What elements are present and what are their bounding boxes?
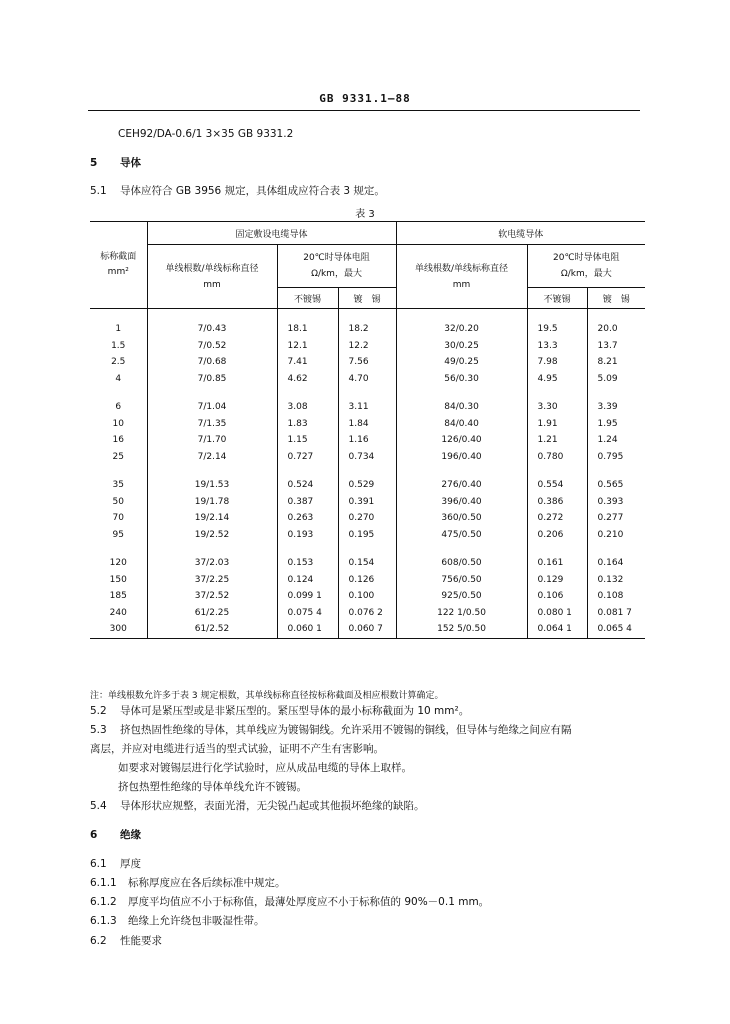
fixed-strand-cell: 61/2.25 <box>147 605 277 622</box>
nominal-area-cell: 240 <box>109 607 127 618</box>
spacer-cell <box>396 543 527 555</box>
head-fixed-strand-label: 单线根数/单线标称直径 <box>165 263 259 274</box>
flex-plain-resistance-cell: 0.554 <box>527 477 587 494</box>
flex-plain-resistance-cell: 0.206 <box>527 527 587 544</box>
table-row <box>90 588 645 605</box>
spacer-cell <box>396 387 527 399</box>
section-6-heading <box>90 827 141 842</box>
spacer-cell <box>396 309 527 322</box>
flex-plain-resistance-cell: 0.272 <box>527 510 587 527</box>
spacer-cell <box>587 465 645 477</box>
flex-strand-cell: 126/0.40 <box>396 432 527 449</box>
head-fixed-strand-unit: mm <box>203 279 221 290</box>
fixed-tinned-resistance-cell: 3.11 <box>338 399 396 416</box>
flex-plain-resistance-cell: 7.98 <box>527 354 587 371</box>
fixed-plain-resistance-cell: 18.1 <box>277 321 338 338</box>
fixed-strand-cell: 37/2.52 <box>147 588 277 605</box>
fixed-plain-resistance-cell: 4.62 <box>277 371 338 388</box>
spacer-cell <box>90 465 147 477</box>
fixed-strand-cell: 7/0.68 <box>147 354 277 371</box>
fixed-strand-cell: 37/2.25 <box>147 572 277 589</box>
table-row <box>90 555 645 572</box>
clause-5-4 <box>90 798 425 813</box>
clause-6-2 <box>90 933 162 948</box>
fixed-plain-resistance-cell: 0.124 <box>277 572 338 589</box>
table-row <box>90 510 645 527</box>
flex-strand-cell: 152 5/0.50 <box>396 621 527 638</box>
nominal-area-cell: 95 <box>112 529 124 540</box>
fixed-tinned-resistance-cell: 0.734 <box>338 449 396 466</box>
clause-text: 标称厚度应在各后续标准中规定。 <box>128 877 286 889</box>
fixed-plain-resistance-cell: 3.08 <box>277 399 338 416</box>
table-row <box>90 621 645 638</box>
fixed-tinned-resistance-cell: 0.100 <box>338 588 396 605</box>
table-body <box>90 309 645 639</box>
fixed-plain-resistance-cell: 0.263 <box>277 510 338 527</box>
nominal-area-cell: 6 <box>115 402 122 413</box>
clause-text: 厚度平均值应不小于标称值，最薄处厚度应不小于标称值的 90%－0.1 mm。 <box>128 896 490 908</box>
clause-5-3-sub-1: 如要求对镀锡层进行化学试验时，应从成品电缆的导体上取样。 <box>118 762 412 774</box>
nominal-area-cell: 1 <box>115 324 122 335</box>
head-nominal-area <box>90 222 147 309</box>
spacer-cell <box>338 543 396 555</box>
table-row <box>90 432 645 449</box>
clause-number: 6.1 <box>90 858 107 870</box>
fixed-strand-cell: 7/2.14 <box>147 449 277 466</box>
table-row <box>90 477 645 494</box>
clause-5-3-continued: 离层，并应对电缆进行适当的型式试验，证明不产生有害影响。 <box>90 743 384 755</box>
table-row <box>90 338 645 355</box>
fixed-tinned-resistance-cell: 4.70 <box>338 371 396 388</box>
fixed-plain-resistance-cell: 7.41 <box>277 354 338 371</box>
fixed-plain-resistance-cell: 0.153 <box>277 555 338 572</box>
nominal-area-cell: 120 <box>109 558 127 569</box>
spacer-cell <box>587 543 645 555</box>
fixed-plain-resistance-cell: 0.193 <box>277 527 338 544</box>
table-row <box>90 449 645 466</box>
clause-text: 导体形状应规整，表面光滑，无尖锐凸起或其他损坏绝缘的缺陷。 <box>120 800 425 812</box>
head-flex-tinned: 镀 锡 <box>587 288 645 309</box>
section-number: 5 <box>90 157 98 169</box>
nominal-area-cell: 70 <box>112 513 124 524</box>
spacer-cell <box>338 387 396 399</box>
flex-strand-cell: 122 1/0.50 <box>396 605 527 622</box>
flex-plain-resistance-cell: 13.3 <box>527 338 587 355</box>
clause-5-3-sub-2: 挤包热塑性绝缘的导体单线允许不镀锡。 <box>118 781 307 793</box>
fixed-strand-cell: 7/1.04 <box>147 399 277 416</box>
flex-tinned-resistance-cell: 0.132 <box>587 572 645 589</box>
flex-tinned-resistance-cell: 0.393 <box>587 494 645 511</box>
table-row <box>90 605 645 622</box>
clause-5-1 <box>90 183 385 198</box>
flex-strand-cell: 30/0.25 <box>396 338 527 355</box>
fixed-plain-resistance-cell: 1.83 <box>277 416 338 433</box>
flex-tinned-resistance-cell: 0.795 <box>587 449 645 466</box>
flex-tinned-resistance-cell: 0.108 <box>587 588 645 605</box>
clause-number: 5.1 <box>90 185 107 197</box>
nominal-area-cell: 25 <box>112 451 124 462</box>
section-title: 导体 <box>120 157 141 169</box>
fixed-plain-resistance-cell: 0.060 1 <box>277 621 338 638</box>
nominal-area-cell: 50 <box>112 496 124 507</box>
flex-tinned-resistance-cell: 0.065 4 <box>587 621 645 638</box>
table-row <box>90 416 645 433</box>
clause-6-1-1 <box>90 875 286 890</box>
head-fixed-group: 固定敷设电缆导体 <box>147 222 396 245</box>
clause-5-3 <box>90 722 572 737</box>
flex-plain-resistance-cell: 0.780 <box>527 449 587 466</box>
clause-6-1-2 <box>90 894 489 909</box>
group-spacer <box>90 465 645 477</box>
head-nominal-area-label: 标称截面 <box>100 252 137 262</box>
flex-tinned-resistance-cell: 1.24 <box>587 432 645 449</box>
clause-text: 性能要求 <box>120 935 162 947</box>
fixed-strand-cell: 61/2.52 <box>147 621 277 638</box>
flex-strand-cell: 196/0.40 <box>396 449 527 466</box>
head-flex-resistance <box>527 245 645 288</box>
clause-number: 6.1.1 <box>90 877 117 889</box>
flex-tinned-resistance-cell: 0.565 <box>587 477 645 494</box>
table-head-row-2 <box>90 245 645 288</box>
fixed-plain-resistance-cell: 0.524 <box>277 477 338 494</box>
spacer-cell <box>527 543 587 555</box>
nominal-area-cell: 10 <box>112 418 124 429</box>
spacer-cell <box>277 387 338 399</box>
head-flex-strand <box>396 245 527 309</box>
clause-6-1-3 <box>90 913 265 928</box>
flex-strand-cell: 276/0.40 <box>396 477 527 494</box>
flex-strand-cell: 84/0.30 <box>396 399 527 416</box>
head-fixed-resistance <box>277 245 396 288</box>
spacer-cell <box>147 543 277 555</box>
head-fixed-resistance-unit: Ω/km，最大 <box>311 269 362 279</box>
table-3-note: 注：单线根数允许多于表 3 规定根数，其单线标称直径按标称截面及相应根数计算确定。 <box>90 691 444 701</box>
spacer-cell <box>338 465 396 477</box>
flex-strand-cell: 925/0.50 <box>396 588 527 605</box>
group-spacer <box>90 309 645 322</box>
flex-strand-cell: 756/0.50 <box>396 572 527 589</box>
table-row <box>90 371 645 388</box>
spacer-cell <box>277 465 338 477</box>
fixed-strand-cell: 19/2.52 <box>147 527 277 544</box>
flex-tinned-resistance-cell: 1.95 <box>587 416 645 433</box>
group-spacer <box>90 543 645 555</box>
table-3 <box>90 221 645 639</box>
nominal-area-cell: 16 <box>112 435 124 446</box>
head-flex-plain: 不镀锡 <box>527 288 587 309</box>
section-title: 绝缘 <box>120 829 141 841</box>
head-fixed-tinned: 镀 锡 <box>338 288 396 309</box>
fixed-tinned-resistance-cell: 0.391 <box>338 494 396 511</box>
spacer-cell <box>147 465 277 477</box>
spacer-cell <box>587 387 645 399</box>
nominal-area-cell: 300 <box>90 621 147 638</box>
clause-number: 5.3 <box>90 724 107 736</box>
flex-tinned-resistance-cell: 0.081 7 <box>587 605 645 622</box>
fixed-strand-cell: 19/1.78 <box>147 494 277 511</box>
nominal-area-cell: 2.5 <box>111 357 126 368</box>
fixed-tinned-resistance-cell: 0.195 <box>338 527 396 544</box>
spacer-cell <box>396 465 527 477</box>
table-row <box>90 494 645 511</box>
fixed-strand-cell: 7/0.85 <box>147 371 277 388</box>
clause-text: 绝缘上允许绕包非吸湿性带。 <box>128 915 265 927</box>
spacer-cell <box>277 543 338 555</box>
spacer-cell <box>147 387 277 399</box>
spacer-cell <box>527 309 587 322</box>
head-flex-resistance-label: 20℃时导体电阻 <box>553 253 620 263</box>
flex-tinned-resistance-cell: 20.0 <box>587 321 645 338</box>
clause-text: 导体应符合 GB 3956 规定，具体组成应符合表 3 规定。 <box>120 185 385 197</box>
flex-tinned-resistance-cell: 5.09 <box>587 371 645 388</box>
table-row <box>90 399 645 416</box>
flex-tinned-resistance-cell: 0.277 <box>587 510 645 527</box>
spacer-cell <box>527 465 587 477</box>
flex-tinned-resistance-cell: 0.210 <box>587 527 645 544</box>
clause-text: 厚度 <box>120 858 141 870</box>
fixed-tinned-resistance-cell: 0.270 <box>338 510 396 527</box>
flex-tinned-resistance-cell: 8.21 <box>587 354 645 371</box>
head-fixed-strand <box>147 245 277 309</box>
flex-plain-resistance-cell: 3.30 <box>527 399 587 416</box>
head-flex-strand-label: 单线根数/单线标称直径 <box>415 263 509 274</box>
fixed-plain-resistance-cell: 12.1 <box>277 338 338 355</box>
fixed-strand-cell: 7/1.35 <box>147 416 277 433</box>
spacer-cell <box>527 387 587 399</box>
header-rule <box>88 110 640 111</box>
clause-6-1 <box>90 856 141 871</box>
fixed-tinned-resistance-cell: 0.060 7 <box>338 621 396 638</box>
flex-strand-cell: 608/0.50 <box>396 555 527 572</box>
clause-number: 5.2 <box>90 705 107 717</box>
clause-5-2 <box>90 703 469 718</box>
section-5-heading <box>90 155 141 170</box>
fixed-strand-cell: 19/1.53 <box>147 477 277 494</box>
standard-code-header: GB 9331.1—88 <box>319 92 411 105</box>
flex-strand-cell: 396/0.40 <box>396 494 527 511</box>
designation-example: CEH92/DA-0.6/1 3×35 GB 9331.2 <box>118 128 294 140</box>
flex-strand-cell: 32/0.20 <box>396 321 527 338</box>
fixed-tinned-resistance-cell: 12.2 <box>338 338 396 355</box>
fixed-plain-resistance-cell: 0.075 4 <box>277 605 338 622</box>
fixed-tinned-resistance-cell: 1.16 <box>338 432 396 449</box>
clause-number: 5.4 <box>90 800 107 812</box>
spacer-cell <box>90 543 147 555</box>
flex-plain-resistance-cell: 4.95 <box>527 371 587 388</box>
flex-plain-resistance-cell: 0.386 <box>527 494 587 511</box>
spacer-cell <box>90 387 147 399</box>
flex-tinned-resistance-cell: 0.164 <box>587 555 645 572</box>
head-fixed-plain: 不镀锡 <box>277 288 338 309</box>
fixed-tinned-resistance-cell: 0.126 <box>338 572 396 589</box>
spacer-cell <box>147 309 277 322</box>
fixed-tinned-resistance-cell: 0.154 <box>338 555 396 572</box>
nominal-area-cell: 1.5 <box>111 340 126 351</box>
fixed-tinned-resistance-cell: 7.56 <box>338 354 396 371</box>
fixed-plain-resistance-cell: 1.15 <box>277 432 338 449</box>
spacer-cell <box>90 309 147 322</box>
flex-strand-cell: 360/0.50 <box>396 510 527 527</box>
flex-plain-resistance-cell: 0.080 1 <box>527 605 587 622</box>
flex-strand-cell: 475/0.50 <box>396 527 527 544</box>
table-row <box>90 527 645 544</box>
head-flex-strand-unit: mm <box>452 279 471 290</box>
flex-tinned-resistance-cell: 13.7 <box>587 338 645 355</box>
flex-strand-cell: 56/0.30 <box>396 371 527 388</box>
clause-number: 6.1.3 <box>90 915 117 927</box>
clause-text: 挤包热固性绝缘的导体，其单线应为镀锡铜线。允许采用不镀锡的铜线，但导体与绝缘之间应有隔 <box>120 724 572 736</box>
fixed-strand-cell: 7/0.43 <box>147 321 277 338</box>
flex-plain-resistance-cell: 1.21 <box>527 432 587 449</box>
table-row <box>90 572 645 589</box>
head-fixed-resistance-label: 20℃时导体电阻 <box>303 253 370 263</box>
flex-plain-resistance-cell: 0.129 <box>527 572 587 589</box>
head-nominal-area-unit: mm² <box>107 267 129 277</box>
fixed-plain-resistance-cell: 0.727 <box>277 449 338 466</box>
table-row <box>90 321 645 338</box>
clause-text: 导体可是紧压型或是非紧压型的。紧压型导体的最小标称截面为 10 mm²。 <box>120 705 470 717</box>
flex-strand-cell: 49/0.25 <box>396 354 527 371</box>
clause-number: 6.2 <box>90 935 107 947</box>
fixed-plain-resistance-cell: 0.387 <box>277 494 338 511</box>
flex-plain-resistance-cell: 0.161 <box>527 555 587 572</box>
spacer-cell <box>277 309 338 322</box>
spacer-cell <box>587 309 645 322</box>
flex-strand-cell: 84/0.40 <box>396 416 527 433</box>
nominal-area-cell: 150 <box>109 574 127 585</box>
clause-number: 6.1.2 <box>90 896 117 908</box>
fixed-strand-cell: 19/2.14 <box>147 510 277 527</box>
table-3-title: 表 3 <box>355 209 375 220</box>
flex-plain-resistance-cell: 1.91 <box>527 416 587 433</box>
section-number: 6 <box>90 829 98 841</box>
nominal-area-cell: 185 <box>109 591 127 602</box>
fixed-tinned-resistance-cell: 18.2 <box>338 321 396 338</box>
fixed-strand-cell: 7/1.70 <box>147 432 277 449</box>
flex-plain-resistance-cell: 0.064 1 <box>527 621 587 638</box>
fixed-tinned-resistance-cell: 0.529 <box>338 477 396 494</box>
flex-tinned-resistance-cell: 3.39 <box>587 399 645 416</box>
spacer-cell <box>338 309 396 322</box>
nominal-area-cell: 35 <box>112 480 124 491</box>
head-flex-resistance-unit: Ω/km，最大 <box>560 269 612 279</box>
fixed-strand-cell: 7/0.52 <box>147 338 277 355</box>
fixed-strand-cell: 37/2.03 <box>147 555 277 572</box>
flex-plain-resistance-cell: 19.5 <box>527 321 587 338</box>
table-head-row-1 <box>90 222 645 245</box>
group-spacer <box>90 387 645 399</box>
nominal-area-cell: 4 <box>115 373 122 384</box>
fixed-tinned-resistance-cell: 0.076 2 <box>338 605 396 622</box>
table-row <box>90 354 645 371</box>
head-flexible-group: 软电缆导体 <box>396 222 645 245</box>
fixed-tinned-resistance-cell: 1.84 <box>338 416 396 433</box>
flex-plain-resistance-cell: 0.106 <box>527 588 587 605</box>
fixed-plain-resistance-cell: 0.099 1 <box>277 588 338 605</box>
